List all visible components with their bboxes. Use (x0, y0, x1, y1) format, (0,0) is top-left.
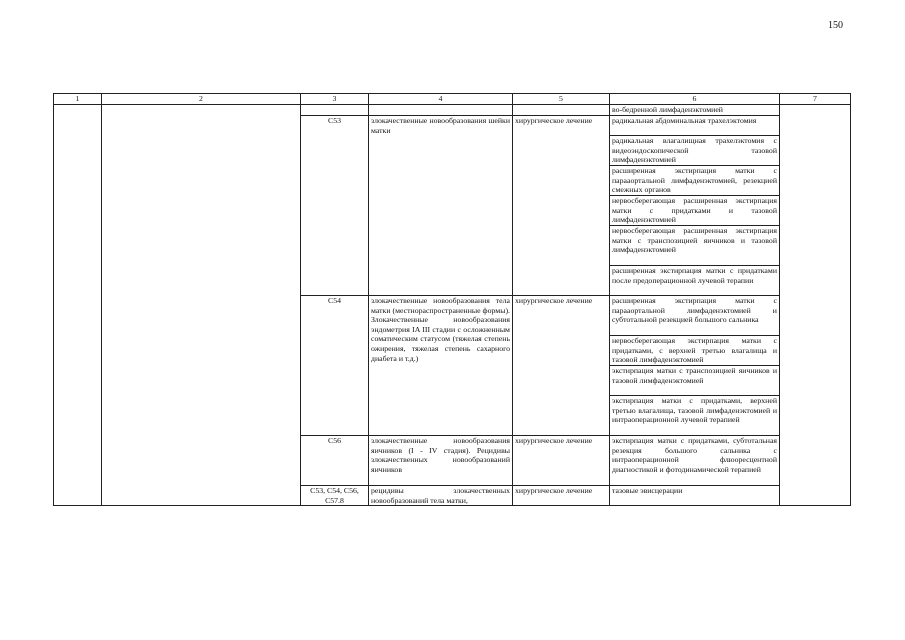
column-header: 5 (513, 94, 610, 105)
table-row (54, 105, 851, 116)
procedure-cell: расширенная экстирпация матки с парааортальной лимфаденэктомией и субтотальной резекцией большого сальника (610, 296, 780, 336)
procedure-cell: расширенная экстирпация матки с придатками после предоперационной лучевой терапии (610, 266, 780, 296)
column-header: 7 (780, 94, 851, 105)
diagnosis-description: злокачественные новообразования яичников (I - IV стадия). Рецидивы злокачественных новообразований яичников (369, 436, 513, 486)
procedure-cell: во-бедренной лимфаденэктомией (610, 105, 780, 116)
column-number-row (54, 94, 851, 105)
cell-treatment (513, 105, 610, 116)
cell-col2 (102, 105, 301, 506)
medical-care-table (53, 93, 851, 506)
cell-col1 (54, 105, 102, 506)
diagnosis-description: злокачественные новообразования шейки матки (369, 116, 513, 296)
procedure-cell: радикальная влагалищная трахелэктомия с видеоэндоскопической тазовой лимфаденэктомией (610, 136, 780, 166)
procedure-cell: радикальная абдоминальная трахелэктомия (610, 116, 780, 136)
procedure-cell: экстирпация матки с транспозицией яичников и тазовой лимфаденэктомией (610, 366, 780, 396)
diagnosis-code: C56 (301, 436, 369, 486)
cell-col7 (780, 105, 851, 506)
page-number: 150 (828, 20, 843, 31)
procedure-cell: нервосберегающая расширенная экстирпация матки с придатками и тазовой лимфаденэктомией (610, 196, 780, 226)
procedure-cell: тазовые эвисцерации (610, 486, 780, 506)
diagnosis-code: C53 (301, 116, 369, 296)
column-header: 6 (610, 94, 780, 105)
column-header: 2 (102, 94, 301, 105)
cell-diagnosis (369, 105, 513, 116)
procedure-cell: экстирпация матки с придатками, верхней третью влагалища, тазовой лимфаденэктомией и интраоперационной лучевой терапией (610, 396, 780, 436)
procedure-cell: экстирпация матки с придатками, субтотальная резекция большого сальника с интраоперационной флюоресцентной диагностикой и фотодинамической терапией (610, 436, 780, 486)
diagnosis-code: C53, C54, C56, C57.8 (301, 486, 369, 506)
diagnosis-code: C54 (301, 296, 369, 436)
treatment-type: хирургическое лечение (513, 296, 610, 436)
procedure-cell: нервосберегающая расширенная экстирпация матки с транспозицией яичников и тазовой лимфаденэктомией (610, 226, 780, 266)
diagnosis-description: злокачественные новообразования тела матки (местнораспространенные формы). Злокачественные новообразования эндометрия IA III стадии с осложненным соматическим статусом (тяжелая степень ожирения, тяжелая степень сахарного диабета и т.д.) (369, 296, 513, 436)
treatment-type: хирургическое лечение (513, 486, 610, 506)
column-header: 1 (54, 94, 102, 105)
procedure-cell: нервосберегающая экстирпация матки с придатками, с верхней третью влагалища и тазовой лимфаденэктомией (610, 336, 780, 366)
cell-code (301, 105, 369, 116)
column-header: 3 (301, 94, 369, 105)
treatment-type: хирургическое лечение (513, 436, 610, 486)
treatment-type: хирургическое лечение (513, 116, 610, 296)
diagnosis-description: рецидивы злокачественных новообразований тела матки, (369, 486, 513, 506)
column-header: 4 (369, 94, 513, 105)
procedure-cell: расширенная экстирпация матки с парааортальной лимфаденэктомией, резекцией смежных органов (610, 166, 780, 196)
